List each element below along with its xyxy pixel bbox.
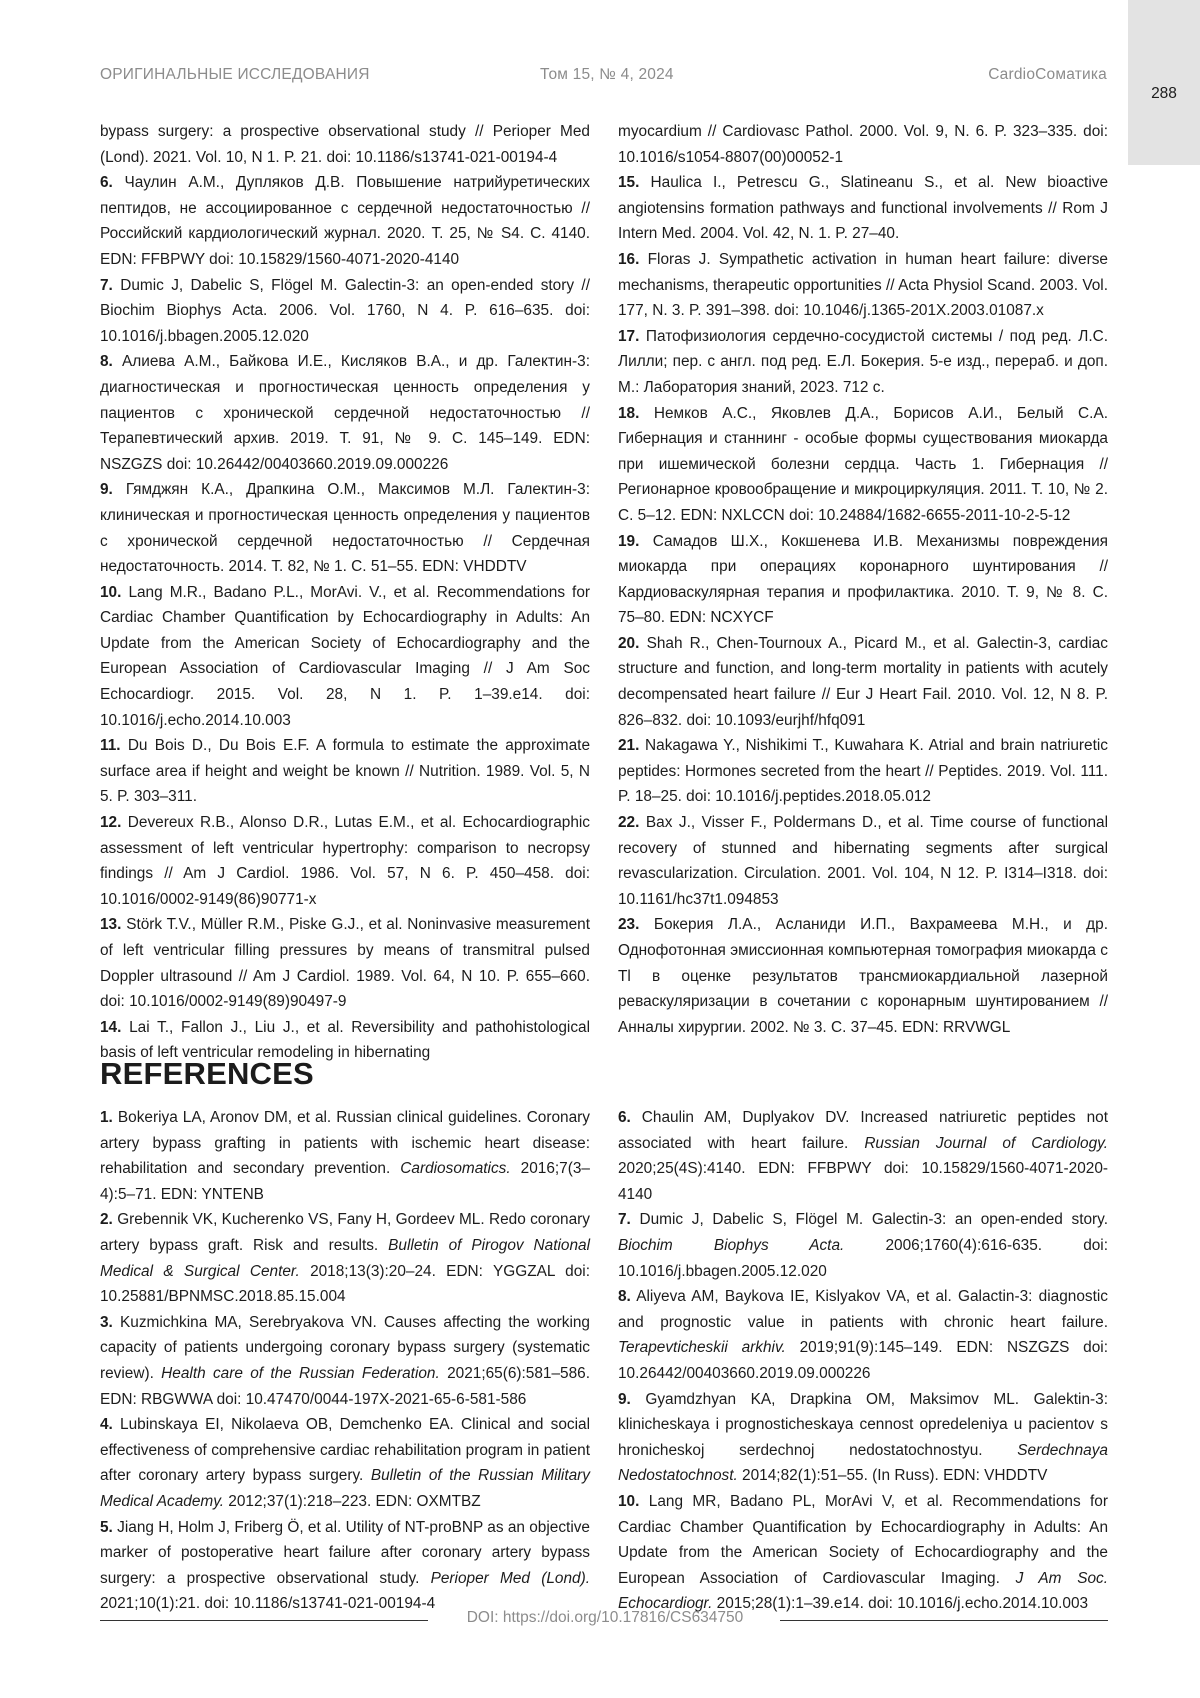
- reference-item: [100, 1207, 590, 1309]
- journal-name: CardioСоматика: [988, 66, 1107, 84]
- reference-text: Haulica I., Petrescu G., Slatineanu S., et al. New bioactive angiotensins formation pathways and functional involvements // Rom J Intern Med. 2004. Vol. 42, N. 1. P. 27–40.: [618, 174, 1108, 242]
- reference-number: 5.: [100, 1519, 113, 1536]
- reference-item: [100, 912, 590, 1014]
- reference-text: bypass surgery: a prospective observational study // Perioper Med (Lond). 2021. Vol. 10, N 1. P. 21. doi: 10.1186/s13741-021-00194-4: [100, 123, 590, 166]
- reference-number: 20.: [618, 635, 639, 652]
- reference-details: 2020;25(4S):4140. EDN: FFBPWY doi: 10.15829/1560-4071-2020-4140: [618, 1160, 1108, 1203]
- reference-item: [100, 1515, 590, 1617]
- reference-number: 6.: [100, 174, 113, 191]
- page-number-tab: [1128, 0, 1200, 165]
- reference-item: [100, 580, 590, 734]
- reference-item: [618, 119, 1108, 170]
- reference-details: 2019;91(9):145–149. EDN: NSZGZS doi: 10.26442/00403660.2019.09.000226: [618, 1339, 1108, 1382]
- reference-number: 11.: [100, 737, 121, 754]
- reference-item: [618, 733, 1108, 810]
- reference-text: Бокерия Л.А., Асланиди И.П., Вахрамеева М.Н., и др. Однофотонная эмиссионная компьютерная томография миокарда с Tl в оценке результатов трансмиокардиальной лазерной реваскуляризации в сочетании с коронарным шунтированием // Анналы хирургии. 2002. № 3. С. 37–45. EDN: RRVWGL: [618, 916, 1108, 1035]
- reference-number: 9.: [618, 1391, 631, 1408]
- reference-item: [618, 324, 1108, 401]
- reference-number: 16.: [618, 251, 639, 268]
- reference-item: [618, 529, 1108, 631]
- reference-journal: Perioper Med (Lond).: [431, 1570, 590, 1587]
- footer-divider-left: [100, 1620, 428, 1621]
- references-ru-right-column: [618, 119, 1108, 1040]
- reference-number: 7.: [100, 277, 113, 294]
- reference-journal: Terapevticheskii arkhiv.: [618, 1339, 786, 1356]
- footer-doi[interactable]: DOI: https://doi.org/10.17816/CS634750: [440, 1609, 770, 1627]
- reference-number: 1.: [100, 1109, 113, 1126]
- section-label: ОРИГИНАЛЬНЫЕ ИССЛЕДОВАНИЯ: [100, 66, 370, 84]
- reference-item: [618, 1387, 1108, 1489]
- references-heading: REFERENCES: [100, 1056, 314, 1092]
- reference-number: 10.: [618, 1493, 639, 1510]
- reference-text: Dumic J, Dabelic S, Flögel M. Galectin-3: an open-ended story.: [640, 1211, 1109, 1228]
- reference-item: [100, 1412, 590, 1514]
- reference-text: Gyamdzhyan KA, Drapkina OM, Maksimov ML. Galektin-3: klinicheskaya i prognosticheskaya cennost opredeleniya u pacientov s hronicheskoj serdechnoj nedostatochnostyu.: [618, 1391, 1108, 1459]
- footer-divider-right: [780, 1620, 1108, 1621]
- reference-number: 23.: [618, 916, 639, 933]
- references-en-right-column: [618, 1105, 1108, 1617]
- reference-number: 14.: [100, 1019, 121, 1036]
- reference-item: [618, 1105, 1108, 1207]
- reference-text: Kuzmichkina MA, Serebryakova VN. Causes affecting the working capacity of patients undergoing coronary bypass surgery (systematic review).: [100, 1314, 590, 1382]
- reference-number: 8.: [100, 353, 113, 370]
- page-number: 288: [1128, 85, 1200, 103]
- reference-item: [100, 1105, 590, 1207]
- reference-item: [618, 401, 1108, 529]
- reference-item: [100, 119, 590, 170]
- reference-text: Aliyeva AM, Baykova IE, Kislyakov VA, et al. Galactin-3: diagnostic and prognostic value in patients with chronic heart failure.: [618, 1288, 1108, 1331]
- reference-text: Grebennik VK, Kucherenko VS, Fany H, Gordeev ML. Redo coronary artery bypass graft. Risk and results.: [100, 1211, 590, 1254]
- reference-item: [618, 912, 1108, 1040]
- reference-journal: J Am Soc. Echocardiogr.: [618, 1570, 1108, 1613]
- reference-text: Dumic J, Dabelic S, Flögel M. Galectin-3: an open-ended story // Biochim Biophys Acta. 2006. Vol. 1760, N 4. P. 616–635. doi: 10.1016/j.bbagen.2005.12.020: [100, 277, 590, 345]
- reference-text: Патофизиология сердечно-сосудистой системы / под ред. Л.С. Лилли; пер. с англ. под ред. Е.Л. Бокерия. 5-е изд., перераб. и доп. М.: Лаборатория знаний, 2023. 712 с.: [618, 328, 1108, 396]
- reference-text: Devereux R.B., Alonso D.R., Lutas E.M., et al. Echocardiographic assessment of left ventricular hypertrophy: comparison to necropsy findings // Am J Cardiol. 1986. Vol. 57, N 6. P. 450–458. doi: 10.1016/0002-9149(86)90771-x: [100, 814, 590, 908]
- reference-text: Алиева А.М., Байкова И.Е., Кисляков В.А., и др. Галектин-3: диагностическая и прогностическая ценность определения у пациентов с хронической сердечной недостаточностью // Терапевтический архив. 2019. Т. 91, № 9. С. 145–149. EDN: NSZGZS doi: 10.26442/00403660.2019.09.000226: [100, 353, 590, 472]
- running-header: [100, 66, 1107, 88]
- reference-text: Bax J., Visser F., Poldermans D., et al. Time course of functional recovery of stunned and hibernating segments after surgical revascularization. Circulation. 2001. Vol. 104, N 12. P. I314–I318. doi: 10.1161/hc37t1.094853: [618, 814, 1108, 908]
- reference-number: 12.: [100, 814, 121, 831]
- reference-item: [618, 170, 1108, 247]
- reference-text: Bokeriya LA, Aronov DM, et al. Russian clinical guidelines. Coronary artery bypass grafting in patients with ischemic heart disease: rehabilitation and secondary prevention.: [100, 1109, 590, 1177]
- reference-number: 3.: [100, 1314, 113, 1331]
- reference-text: Чаулин А.М., Дупляков Д.В. Повышение натрийуретических пептидов, не ассоциированное с сердечной недостаточностью // Российский кардиологический журнал. 2020. Т. 25, № S4. С. 4140. EDN: FFBPWY doi: 10.15829/1560-4071-2020-4140: [100, 174, 590, 268]
- reference-text: Chaulin AM, Duplyakov DV. Increased natriuretic peptides not associated with heart failure.: [618, 1109, 1108, 1152]
- reference-item: [100, 733, 590, 810]
- reference-number: 13.: [100, 916, 121, 933]
- reference-journal: Bulletin of the Russian Military Medical Academy.: [100, 1467, 590, 1510]
- reference-text: Shah R., Chen-Tournoux A., Picard M., et al. Galectin-3, cardiac structure and function, and long-term mortality in patients with acutely decompensated heart failure // Eur J Heart Fail. 2010. Vol. 12, N 8. P. 826–832. doi: 10.1093/eurjhf/hfq091: [618, 635, 1108, 729]
- reference-text: Lang MR, Badano PL, MorAvi V, et al. Recommendations for Cardiac Chamber Quantification by Echocardiography in Adults: An Update from the American Society of Echocardiography and the European Association of Cardiovascular Imaging.: [618, 1493, 1108, 1587]
- reference-details: 2021;10(1):21. doi: 10.1186/s13741-021-00194-4: [100, 1595, 435, 1612]
- reference-journal: Health care of the Russian Federation.: [161, 1365, 440, 1382]
- reference-number: 8.: [618, 1288, 631, 1305]
- reference-item: [618, 1207, 1108, 1284]
- reference-number: 19.: [618, 533, 639, 550]
- reference-details: 2015;28(1):1–39.e14. doi: 10.1016/j.echo.2014.10.003: [712, 1595, 1088, 1612]
- reference-number: 9.: [100, 481, 113, 498]
- reference-text: Lai T., Fallon J., Liu J., et al. Reversibility and pathohistological basis of left ventricular remodeling in hibernating: [100, 1019, 590, 1062]
- reference-details: 2006;1760(4):616-635. doi: 10.1016/j.bbagen.2005.12.020: [618, 1237, 1108, 1280]
- references-en-left-column: [100, 1105, 590, 1617]
- reference-details: 2021;65(6):581–586. EDN: RBGWWA doi: 10.47470/0044-197X-2021-65-6-581-586: [100, 1365, 590, 1408]
- references-ru-left-column: [100, 119, 590, 1066]
- reference-number: 17.: [618, 328, 639, 345]
- reference-text: Du Bois D., Du Bois E.F. A formula to estimate the approximate surface area if height and weight be known // Nutrition. 1989. Vol. 5, N 5. P. 303–311.: [100, 737, 590, 805]
- reference-number: 18.: [618, 405, 639, 422]
- reference-journal: Serdechnaya Nedostatochnost.: [618, 1442, 1108, 1485]
- reference-journal: Cardiosomatics.: [400, 1160, 510, 1177]
- reference-details: 2014;82(1):51–55. (In Russ). EDN: VHDDTV: [738, 1467, 1048, 1484]
- reference-item: [100, 273, 590, 350]
- reference-text: Störk T.V., Müller R.M., Piske G.J., et al. Noninvasive measurement of left ventricular filling pressures by means of transmitral pulsed Doppler ultrasound // Am J Cardiol. 1989. Vol. 64, N 10. P. 655–660. doi: 10.1016/0002-9149(89)90497-9: [100, 916, 590, 1010]
- reference-number: 15.: [618, 174, 639, 191]
- reference-number: 4.: [100, 1416, 113, 1433]
- reference-text: Jiang H, Holm J, Friberg Ö, et al. Utility of NT-proBNP as an objective marker of postoperative heart failure after coronary artery bypass surgery: a prospective observational study.: [100, 1519, 590, 1587]
- reference-number: 21.: [618, 737, 639, 754]
- reference-number: 22.: [618, 814, 639, 831]
- reference-number: 2.: [100, 1211, 113, 1228]
- reference-item: [618, 631, 1108, 733]
- reference-item: [100, 349, 590, 477]
- reference-journal: Russian Journal of Cardiology.: [864, 1135, 1108, 1152]
- reference-journal: Biochim Biophys Acta.: [618, 1237, 844, 1254]
- reference-text: Lang M.R., Badano P.L., MorAvi. V., et al. Recommendations for Cardiac Chamber Quantification by Echocardiography in Adults: An Update from the American Society of Echocardiography and the European Association of Cardiovascular Imaging // J Am Soc Echocardiogr. 2015. Vol. 28, N 1. P. 1–39.e14. doi: 10.1016/j.echo.2014.10.003: [100, 584, 590, 729]
- reference-details: 2018;13(3):20–24. EDN: YGGZAL doi: 10.25881/BPNMSC.2018.85.15.004: [100, 1263, 590, 1306]
- reference-text: Самадов Ш.Х., Кокшенева И.В. Механизмы повреждения миокарда при операциях коронарного шунтирования // Кардиоваскулярная терапия и профилактика. 2010. Т. 9, № 8. С. 75–80. EDN: NCXYCF: [618, 533, 1108, 627]
- reference-number: 6.: [618, 1109, 631, 1126]
- reference-number: 10.: [100, 584, 121, 601]
- reference-details: 2016;7(3–4):5–71. EDN: YNTENB: [100, 1160, 590, 1203]
- reference-text: Немков А.С., Яковлев Д.А., Борисов А.И., Белый С.А. Гибернация и станнинг - особые формы существования миокарда при ишемической болезни сердца. Часть 1. Гибернация // Регионарное кровообращение и микроциркуляция. 2011. Т. 10, № 2. С. 5–12. EDN: NXLCCN doi: 10.24884/1682-6655-2011-10-2-5-12: [618, 405, 1108, 524]
- reference-item: [618, 247, 1108, 324]
- reference-text: Nakagawa Y., Nishikimi T., Kuwahara K. Atrial and brain natriuretic peptides: Hormones secreted from the heart // Peptides. 2019. Vol. 111. P. 18–25. doi: 10.1016/j.peptides.2018.05.012: [618, 737, 1108, 805]
- reference-text: myocardium // Cardiovasc Pathol. 2000. Vol. 9, N. 6. P. 323–335. doi: 10.1016/s1054-8807(00)00052-1: [618, 123, 1108, 166]
- reference-text: Floras J. Sympathetic activation in human heart failure: diverse mechanisms, therapeutic opportunities // Acta Physiol Scand. 2003. Vol. 177, N. 3. P. 391–398. doi: 10.1046/j.1365-201X.2003.01087.x: [618, 251, 1108, 319]
- reference-text: Гямджян К.А., Драпкина О.М., Максимов М.Л. Галектин-3: клиническая и прогностическая ценность определения у пациентов с хронической сердечной недостаточностью // Сердечная недостаточность. 2014. Т. 82, № 1. С. 51–55. EDN: VHDDTV: [100, 481, 590, 575]
- reference-details: 2012;37(1):218–223. EDN: OXMTBZ: [224, 1493, 481, 1510]
- reference-number: 7.: [618, 1211, 631, 1228]
- reference-item: [100, 810, 590, 912]
- reference-item: [100, 477, 590, 579]
- reference-item: [100, 1310, 590, 1412]
- reference-journal: Bulletin of Pirogov National Medical & Surgical Center.: [100, 1237, 590, 1280]
- issue-label: Том 15, № 4, 2024: [540, 66, 674, 84]
- reference-item: [618, 810, 1108, 912]
- reference-text: Lubinskaya EI, Nikolaeva OB, Demchenko EA. Clinical and social effectiveness of comprehensive cardiac rehabilitation program in patient after coronary artery bypass surgery.: [100, 1416, 590, 1484]
- reference-item: [618, 1489, 1108, 1617]
- reference-item: [618, 1284, 1108, 1386]
- reference-item: [100, 170, 590, 272]
